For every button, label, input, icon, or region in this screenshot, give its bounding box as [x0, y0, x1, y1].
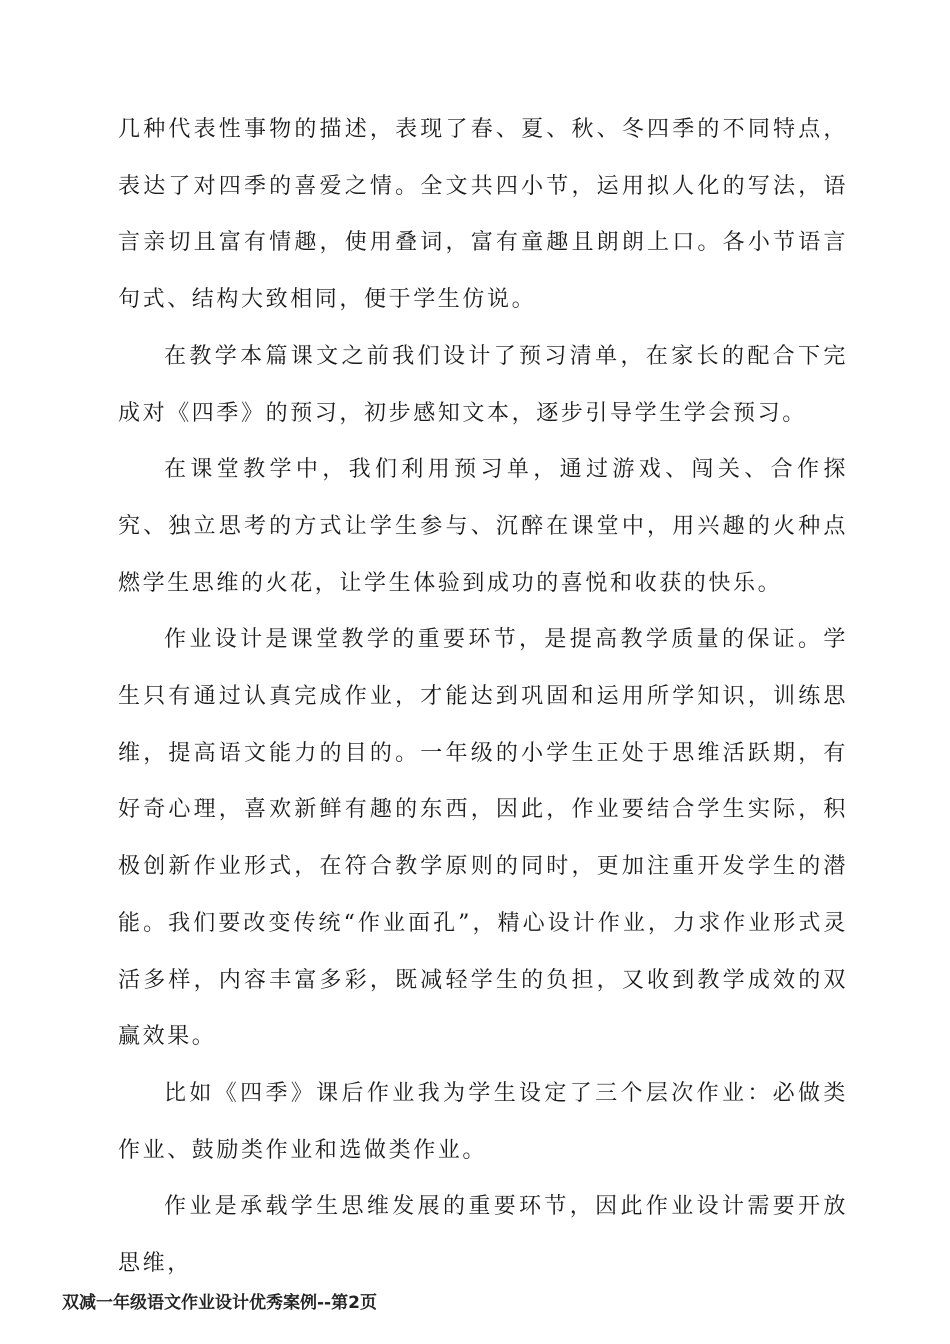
document-body: [118, 102, 848, 1293]
paragraph-continuation: 几种代表性事物的描述，表现了春、夏、秋、冬四季的不同特点，表达了对四季的喜爱之情。全文共四小节，运用拟人化的写法，语言亲切且富有情趣，使用叠词，富有童趣且朗朗上口。各小节语言句式、结构大致相同，便于学生仿说。: [118, 117, 848, 313]
page-footer: 双减一年级语文作业设计优秀案例--第2页: [62, 1293, 377, 1313]
paragraph-classroom-teaching: 在课堂教学中，我们利用预习单，通过游戏、闯关、合作探究、独立思考的方式让学生参与、沉醉在课堂中，用兴趣的火种点燃学生思维的火花，让学生体验到成功的喜悦和收获的快乐。: [118, 457, 848, 596]
paragraph-homework-design: 作业设计是课堂教学的重要环节，是提高教学质量的保证。学生只有通过认真完成作业，才能达到巩固和运用所学知识，训练思维，提高语文能力的目的。一年级的小学生正处于思维活跃期，有好奇心理，喜欢新鲜有趣的东西，因此，作业要结合学生实际，积极创新作业形式，在符合教学原则的同时，更加注重开发学生的潜能。我们要改变传统“作业面孔”，精心设计作业，力求作业形式灵活多样，内容丰富多彩，既减轻学生的负担，又收到教学成效的双赢效果。: [118, 627, 848, 1050]
paragraph-preview-list: 在教学本篇课文之前我们设计了预习清单，在家长的配合下完成对《四季》的预习，初步感知文本，逐步引导学生学会预习。: [118, 343, 848, 426]
paragraph-open-thinking: 作业是承载学生思维发展的重要环节，因此作业设计需要开放思维，: [118, 1194, 848, 1277]
paragraph-homework-levels: 比如《四季》课后作业我为学生设定了三个层次作业：必做类作业、鼓励类作业和选做类作业。: [118, 1080, 848, 1163]
